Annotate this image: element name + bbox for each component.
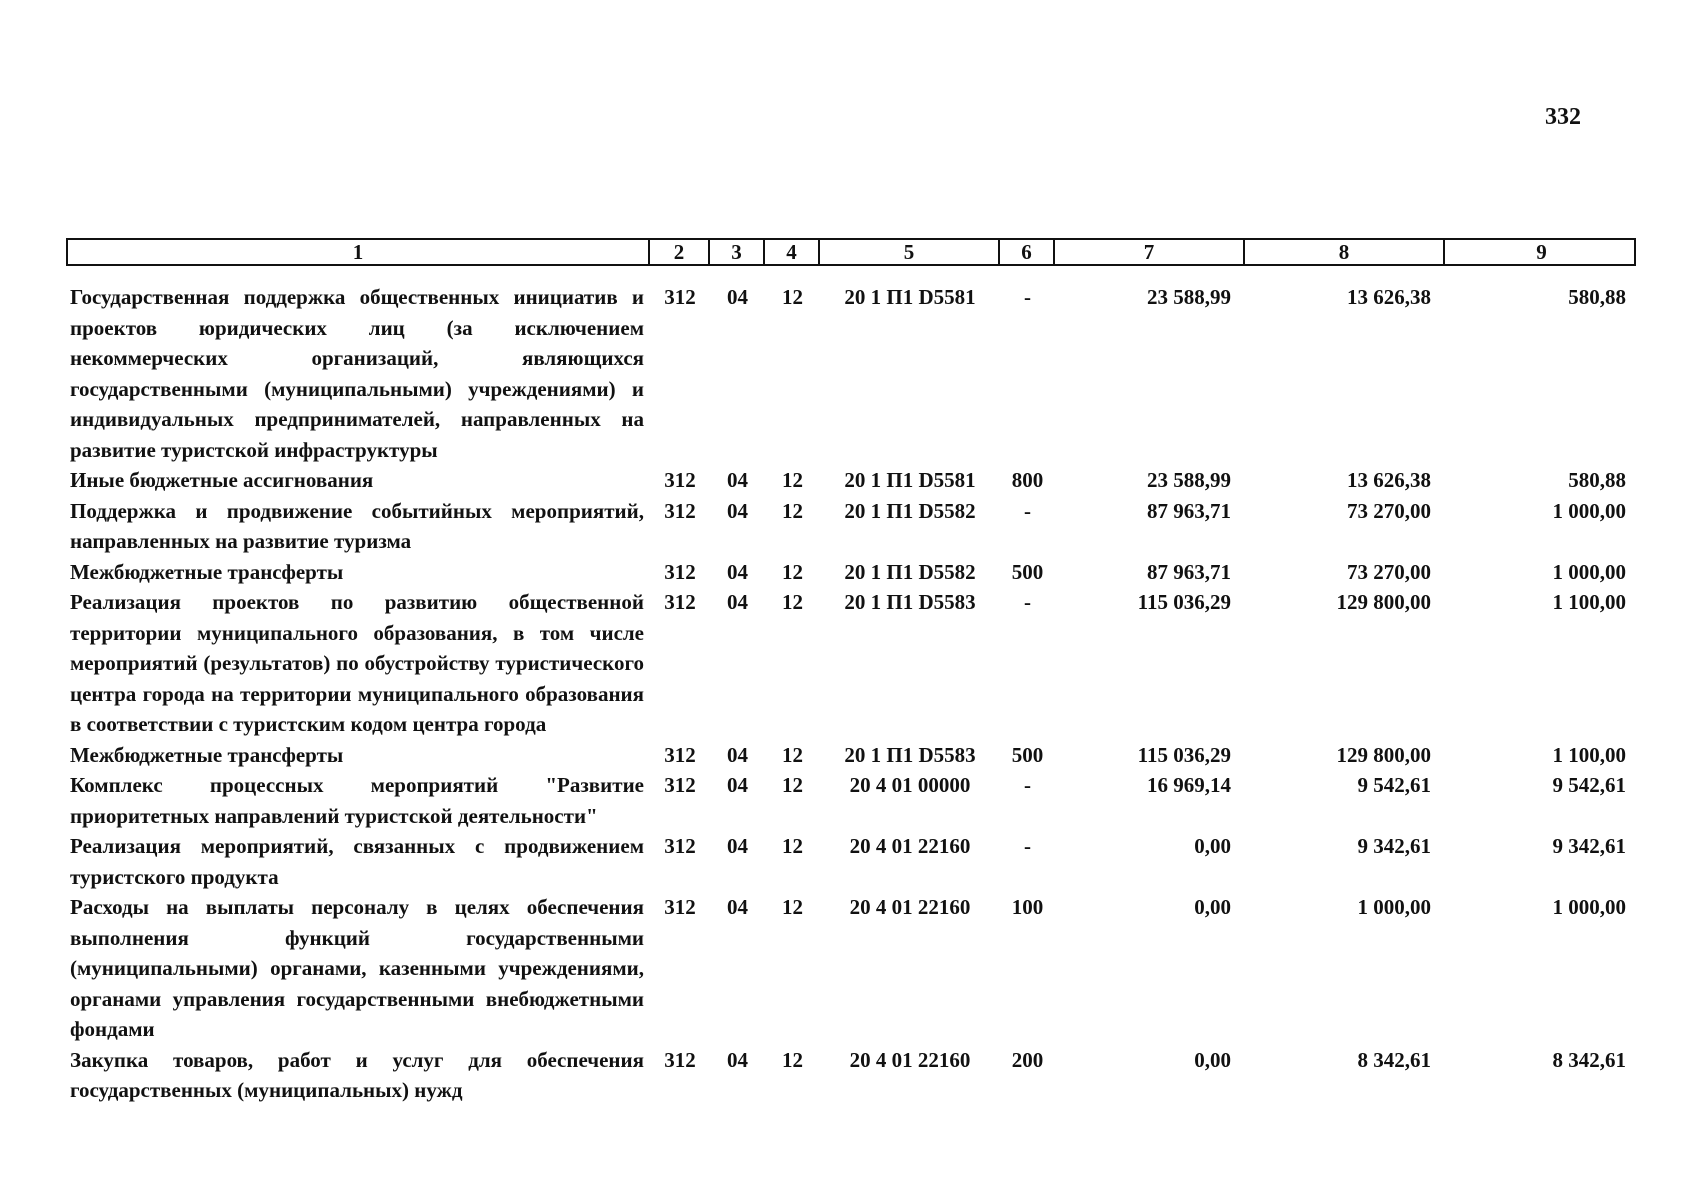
row-col-6: - (1024, 773, 1031, 797)
row-col-7: 0,00 (1194, 895, 1231, 919)
row-col-5: 20 4 01 22160 (849, 1047, 971, 1072)
row-col-3: 04 (727, 498, 748, 523)
row-col-7: 115 036,29 (1137, 590, 1231, 614)
row-col-6: 500 (1011, 559, 1044, 584)
row-col-4: 12 (782, 895, 803, 919)
row-col-8: 8 342,61 (1357, 1047, 1431, 1072)
row-col-7: 23 588,99 (1147, 468, 1231, 492)
row-col-6: 500 (1011, 742, 1044, 767)
row-col-9: 9 342,61 (1552, 834, 1626, 858)
row-col-2: 312 (664, 559, 696, 584)
row-name: Государственная поддержка общественных инициатив и проектов юридических лиц (за исключением некоммерческих организаций, являющихся государственными (муниципальными) учреждениями) и индивидуальных предпринимателей, направленных на развитие туристской инфраструктуры (70, 285, 644, 462)
row-col-2: 312 (664, 742, 696, 767)
row-name: Закупка товаров, работ и услуг для обеспечения государственных (муниципальных) нужд (70, 1047, 644, 1102)
row-col-3: 04 (727, 834, 748, 858)
row-col-9: 1 000,00 (1552, 498, 1626, 523)
row-col-3: 04 (727, 559, 748, 584)
row-col-4: 12 (782, 559, 803, 584)
row-col-5: 20 1 П1 D5583 (844, 590, 976, 614)
table-row (70, 496, 1640, 557)
row-col-8: 129 800,00 (1336, 742, 1431, 767)
row-col-3: 04 (727, 468, 748, 492)
row-col-5: 20 1 П1 D5583 (844, 742, 976, 767)
header-col-6: 6 (998, 240, 1053, 265)
row-col-8: 73 270,00 (1347, 559, 1431, 584)
table-row (70, 740, 1640, 771)
row-col-7: 115 036,29 (1137, 742, 1231, 767)
row-col-5: 20 1 П1 D5582 (844, 559, 976, 584)
row-col-8: 73 270,00 (1347, 498, 1431, 523)
row-col-4: 12 (782, 1047, 803, 1072)
row-col-8: 13 626,38 (1347, 468, 1431, 492)
row-col-4: 12 (782, 834, 803, 858)
row-col-9: 1 000,00 (1552, 895, 1626, 919)
row-col-6: 100 (1011, 895, 1044, 919)
row-col-6: 200 (1011, 1047, 1044, 1072)
row-name: Расходы на выплаты персоналу в целях обеспечения выполнения функций государственными (муниципальными) органами, казенными учреждениями, органами управления государственными внебюджетными фондами (70, 895, 644, 1041)
row-col-4: 12 (782, 742, 803, 767)
row-col-2: 312 (664, 895, 696, 919)
row-col-2: 312 (664, 773, 696, 797)
row-name: Иные бюджетные ассигнования (70, 468, 374, 492)
table-row (70, 1045, 1640, 1106)
row-col-8: 13 626,38 (1347, 285, 1431, 309)
row-col-3: 04 (727, 742, 748, 767)
row-col-5: 20 4 01 22160 (849, 834, 971, 858)
row-col-5: 20 4 01 22160 (849, 895, 971, 919)
row-col-4: 12 (782, 498, 803, 523)
header-col-3: 3 (708, 240, 763, 265)
row-col-9: 8 342,61 (1552, 1047, 1626, 1072)
header-col-9: 9 (1443, 240, 1638, 265)
table-body (70, 282, 1640, 1106)
row-col-4: 12 (782, 590, 803, 614)
table-row (70, 282, 1640, 465)
row-col-3: 04 (727, 285, 748, 309)
row-col-9: 1 100,00 (1552, 590, 1626, 614)
row-col-6: - (1024, 590, 1031, 614)
table-row (70, 770, 1640, 831)
header-col-2: 2 (648, 240, 708, 265)
row-col-9: 580,88 (1568, 285, 1626, 309)
header-col-4: 4 (763, 240, 818, 265)
row-col-6: - (1024, 834, 1031, 858)
row-name: Поддержка и продвижение событийных мероприятий, направленных на развитие туризма (70, 498, 644, 553)
row-col-6: - (1024, 498, 1031, 523)
row-name: Комплекс процессных мероприятий "Развитие приоритетных направлений туристской деятельности" (70, 773, 644, 828)
row-col-2: 312 (664, 590, 696, 614)
row-col-3: 04 (727, 1047, 748, 1072)
header-col-1: 1 (352, 240, 364, 264)
row-col-8: 9 342,61 (1357, 834, 1431, 858)
table-row (70, 587, 1640, 740)
row-col-2: 312 (664, 834, 696, 858)
row-col-5: 20 1 П1 D5581 (844, 468, 976, 492)
row-col-8: 129 800,00 (1336, 590, 1431, 614)
page-number: 332 (1545, 104, 1581, 130)
table-row (70, 892, 1640, 1045)
row-name: Межбюджетные трансферты (70, 559, 344, 584)
row-name: Межбюджетные трансферты (70, 742, 344, 767)
row-col-7: 16 969,14 (1147, 773, 1231, 797)
table-row (70, 831, 1640, 892)
row-col-6: - (1024, 285, 1031, 309)
row-col-9: 580,88 (1568, 468, 1626, 492)
row-col-9: 1 100,00 (1552, 742, 1626, 767)
row-col-8: 1 000,00 (1357, 895, 1431, 919)
table-header (66, 238, 1636, 266)
row-col-7: 0,00 (1194, 834, 1231, 858)
row-col-6: 800 (1011, 468, 1044, 492)
row-col-2: 312 (664, 498, 696, 523)
row-col-7: 0,00 (1194, 1047, 1231, 1072)
row-col-2: 312 (664, 285, 696, 309)
row-col-3: 04 (727, 590, 748, 614)
row-col-5: 20 4 01 00000 (849, 773, 971, 797)
row-name: Реализация мероприятий, связанных с продвижением туристского продукта (70, 834, 644, 889)
row-col-7: 23 588,99 (1147, 285, 1231, 309)
header-col-5: 5 (818, 240, 998, 265)
row-col-4: 12 (782, 773, 803, 797)
header-col-7: 7 (1053, 240, 1243, 265)
row-col-3: 04 (727, 895, 748, 919)
row-col-3: 04 (727, 773, 748, 797)
row-col-8: 9 542,61 (1357, 773, 1431, 797)
row-col-5: 20 1 П1 D5581 (844, 285, 976, 309)
row-name: Реализация проектов по развитию общественной территории муниципального образования, в том числе мероприятий (результатов) по обустройству туристического центра города на территории муниципального образования в соответствии с туристским кодом центра города (70, 590, 644, 736)
row-col-7: 87 963,71 (1147, 559, 1231, 584)
table-row (70, 557, 1640, 588)
row-col-2: 312 (664, 1047, 696, 1072)
header-col-8: 8 (1243, 240, 1443, 265)
row-col-2: 312 (664, 468, 696, 492)
row-col-4: 12 (782, 468, 803, 492)
row-col-9: 9 542,61 (1552, 773, 1626, 797)
row-col-7: 87 963,71 (1147, 498, 1231, 523)
row-col-5: 20 1 П1 D5582 (844, 498, 976, 523)
row-col-4: 12 (782, 285, 803, 309)
row-col-9: 1 000,00 (1552, 559, 1626, 584)
table-row (70, 465, 1640, 496)
